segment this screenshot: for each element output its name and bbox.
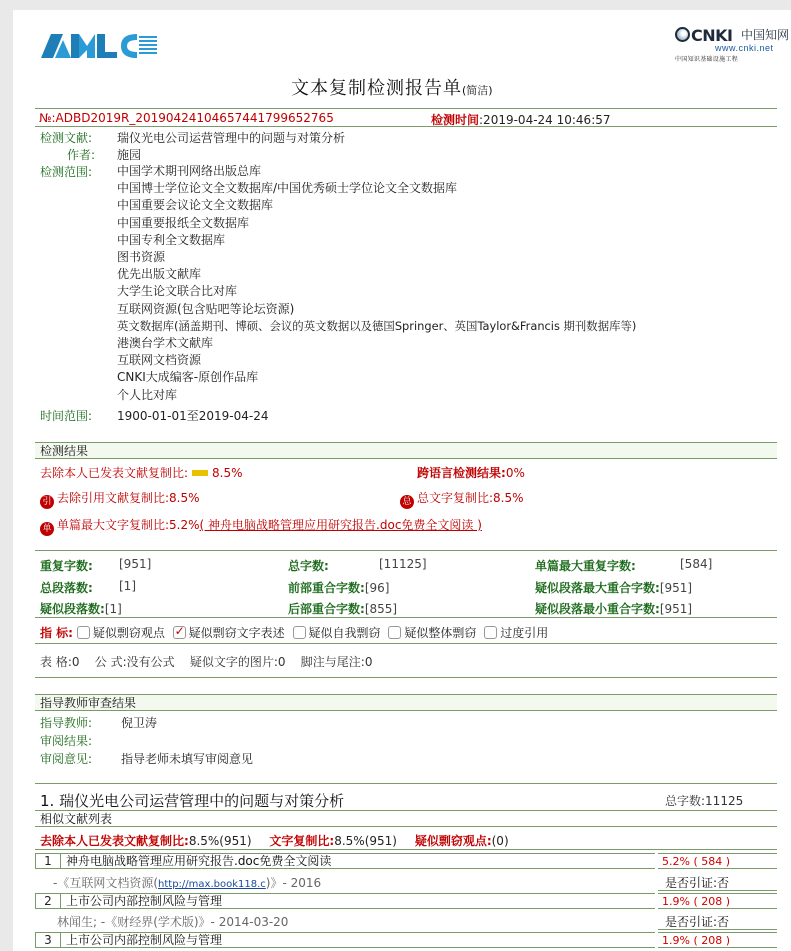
indicators-row <box>40 624 548 641</box>
doc-title: 瑞仪光电公司运营管理中的问题与对策分析 <box>117 131 346 145</box>
range-item: 互联网资源(包含贴吧等论坛资源) <box>117 301 295 316</box>
list-item-title[interactable]: 神舟电脑战略管理应用研究报告.doc免费全文阅读 <box>61 853 655 869</box>
teacher-name: 倪卫涛 <box>121 716 158 730</box>
author-label: 作者: <box>67 148 96 162</box>
range-item: 个人比对库 <box>117 387 178 402</box>
stat-item: 重复字数: <box>40 559 93 573</box>
list-item-title[interactable]: 上市公司内部控制风险与管理 <box>61 893 655 909</box>
stat-item: 疑似段落数:[1] <box>40 602 122 616</box>
doc-label: 检测文献: <box>40 131 93 145</box>
stat-value: [584] <box>680 557 713 571</box>
stat-item: 疑似段落最大重合字数:[951] <box>535 581 693 595</box>
indicator-label: 指 标: <box>40 626 73 640</box>
cnki-subtitle: 中国知识基础设施工程 <box>675 56 739 63</box>
range-item: 优先出版文献库 <box>117 267 202 282</box>
results-section-title: 检测结果 <box>35 442 777 459</box>
indicator-text[interactable]: ✓ 疑似剽窃文字表述 <box>173 626 285 640</box>
exclude-self-ratio: 去除本人已发表文献复制比: 8.5% <box>40 466 243 480</box>
indicator-self[interactable]: 疑似自我剽窃 <box>293 626 381 640</box>
review-opinion: 指导老师未填写审阅意见 <box>121 752 254 766</box>
total-icon: 总 <box>400 495 414 509</box>
range-item: 大学生论文联合比对库 <box>117 284 238 299</box>
single-icon: 单 <box>40 522 54 536</box>
misc-stats: 表 格:0 公 式:没有公式 疑似文字的图片:0 脚注与尾注:0 <box>40 655 373 669</box>
similar-summary: 去除本人已发表文献复制比:8.5%(951) 文字复制比:8.5%(951) 疑似剽窃观点:(0) <box>40 834 509 848</box>
range-item: 中国学术期刊网络出版总库 <box>117 164 262 178</box>
cnki-hanzi: 中国知网 <box>741 28 790 42</box>
list-item-cite: 是否引证:否 <box>665 915 730 929</box>
indicator-opinion[interactable]: 疑似剽窃观点 <box>77 626 165 640</box>
total-ratio: 总 总文字复制比:8.5% <box>400 489 524 509</box>
indicator-overcite[interactable]: 过度引用 <box>484 626 548 640</box>
review-result-label: 审阅结果: <box>40 734 93 748</box>
stat-item: 后部重合字数:[855] <box>288 602 398 616</box>
list-item-number: 1 <box>35 853 61 869</box>
list-item-pct: 5.2% ( 584 ) <box>658 853 777 869</box>
timerange-label: 时间范围: <box>40 409 93 423</box>
paper-total-words: 总字数:11125 <box>665 794 744 808</box>
range-label: 检测范围: <box>40 165 93 179</box>
range-item: 英文数据库(涵盖期刊、博硕、会议的英文数据以及德国Springer、英国Taylor&Francis 期刊数据库等) <box>117 318 637 333</box>
list-item-number: 3 <box>35 932 61 948</box>
stat-value: [951] <box>119 557 152 571</box>
list-item-source: -《互联网文档资源(http://max.book118.c)》- 2016 <box>53 876 322 890</box>
detection-time: 检测时间:2019-04-24 10:46:57 <box>431 113 611 127</box>
range-item: 中国重要报纸全文数据库 <box>117 215 250 230</box>
report-page <box>13 10 791 951</box>
stat-item: 疑似段落最小重合字数:[951] <box>535 602 693 616</box>
stat-value: [1] <box>119 579 136 593</box>
range-item: 中国专利全文数据库 <box>117 232 226 247</box>
author-name: 施园 <box>117 148 142 162</box>
list-item-number: 2 <box>35 893 61 909</box>
range-list <box>117 163 636 404</box>
globe-icon <box>675 27 690 42</box>
list-item-pct: 1.9% ( 208 ) <box>658 893 777 909</box>
cross-language-result: 跨语言检测结果:0% <box>417 466 525 480</box>
teacher-label: 指导教师: <box>40 716 93 730</box>
single-max-ratio: 单 单篇最大文字复制比:5.2%( 神舟电脑战略管理应用研究报告.doc免费全文阅读 ) <box>40 516 482 536</box>
ratio-bar <box>192 470 208 476</box>
cnki-logo <box>675 25 790 65</box>
amlc-logo <box>41 28 159 60</box>
list-item-pct: 1.9% ( 208 ) <box>658 932 777 948</box>
range-item: 中国博士学位论文全文数据库/中国优秀硕士学位论文全文数据库 <box>117 181 458 196</box>
similar-list-title: 相似文献列表 <box>35 810 777 827</box>
range-item: CNKI大成编客-原创作品库 <box>117 370 259 385</box>
list-item-source: 林闻生; -《财经界(学术版)》- 2014-03-20 <box>57 915 289 929</box>
review-section-title: 指导教师审查结果 <box>35 694 777 711</box>
range-item: 互联网文档资源 <box>117 353 202 368</box>
stat-value: [11125] <box>379 557 427 571</box>
stat-item: 总段落数: <box>40 581 93 595</box>
cnki-brand: CNKI <box>691 26 733 45</box>
range-item: 图书资源 <box>117 250 166 265</box>
stat-item: 单篇最大重复字数: <box>535 559 636 573</box>
report-title: 文本复制检测报告单(简洁) <box>291 78 493 99</box>
review-opinion-label: 审阅意见: <box>40 752 93 766</box>
indicator-whole[interactable]: 疑似整体剽窃 <box>388 626 476 640</box>
report-number: №:ADBD2019R_20190424104657441799652765 <box>39 111 334 125</box>
paper-heading: 1. 瑞仪光电公司运营管理中的问题与对策分析 <box>40 792 345 810</box>
timerange-value: 1900-01-01至2019-04-24 <box>117 409 269 423</box>
source-link[interactable]: http://max.book118.c <box>158 879 266 890</box>
exclude-cite-ratio: 引 去除引用文献复制比:8.5% <box>40 489 200 509</box>
cite-icon: 引 <box>40 495 54 509</box>
cnki-url: www.cnki.net <box>715 43 774 53</box>
range-item: 中国重要会议论文全文数据库 <box>117 198 274 213</box>
stat-item: 前部重合字数:[96] <box>288 581 390 595</box>
single-source-link[interactable]: ( 神舟电脑战略管理应用研究报告.doc免费全文阅读 ) <box>199 518 482 532</box>
range-item: 港澳台学术文献库 <box>117 336 214 351</box>
list-item-cite: 是否引证:否 <box>665 876 730 890</box>
list-item-title[interactable]: 上市公司内部控制风险与管理 <box>61 932 655 948</box>
stat-item: 总字数: <box>288 559 329 573</box>
